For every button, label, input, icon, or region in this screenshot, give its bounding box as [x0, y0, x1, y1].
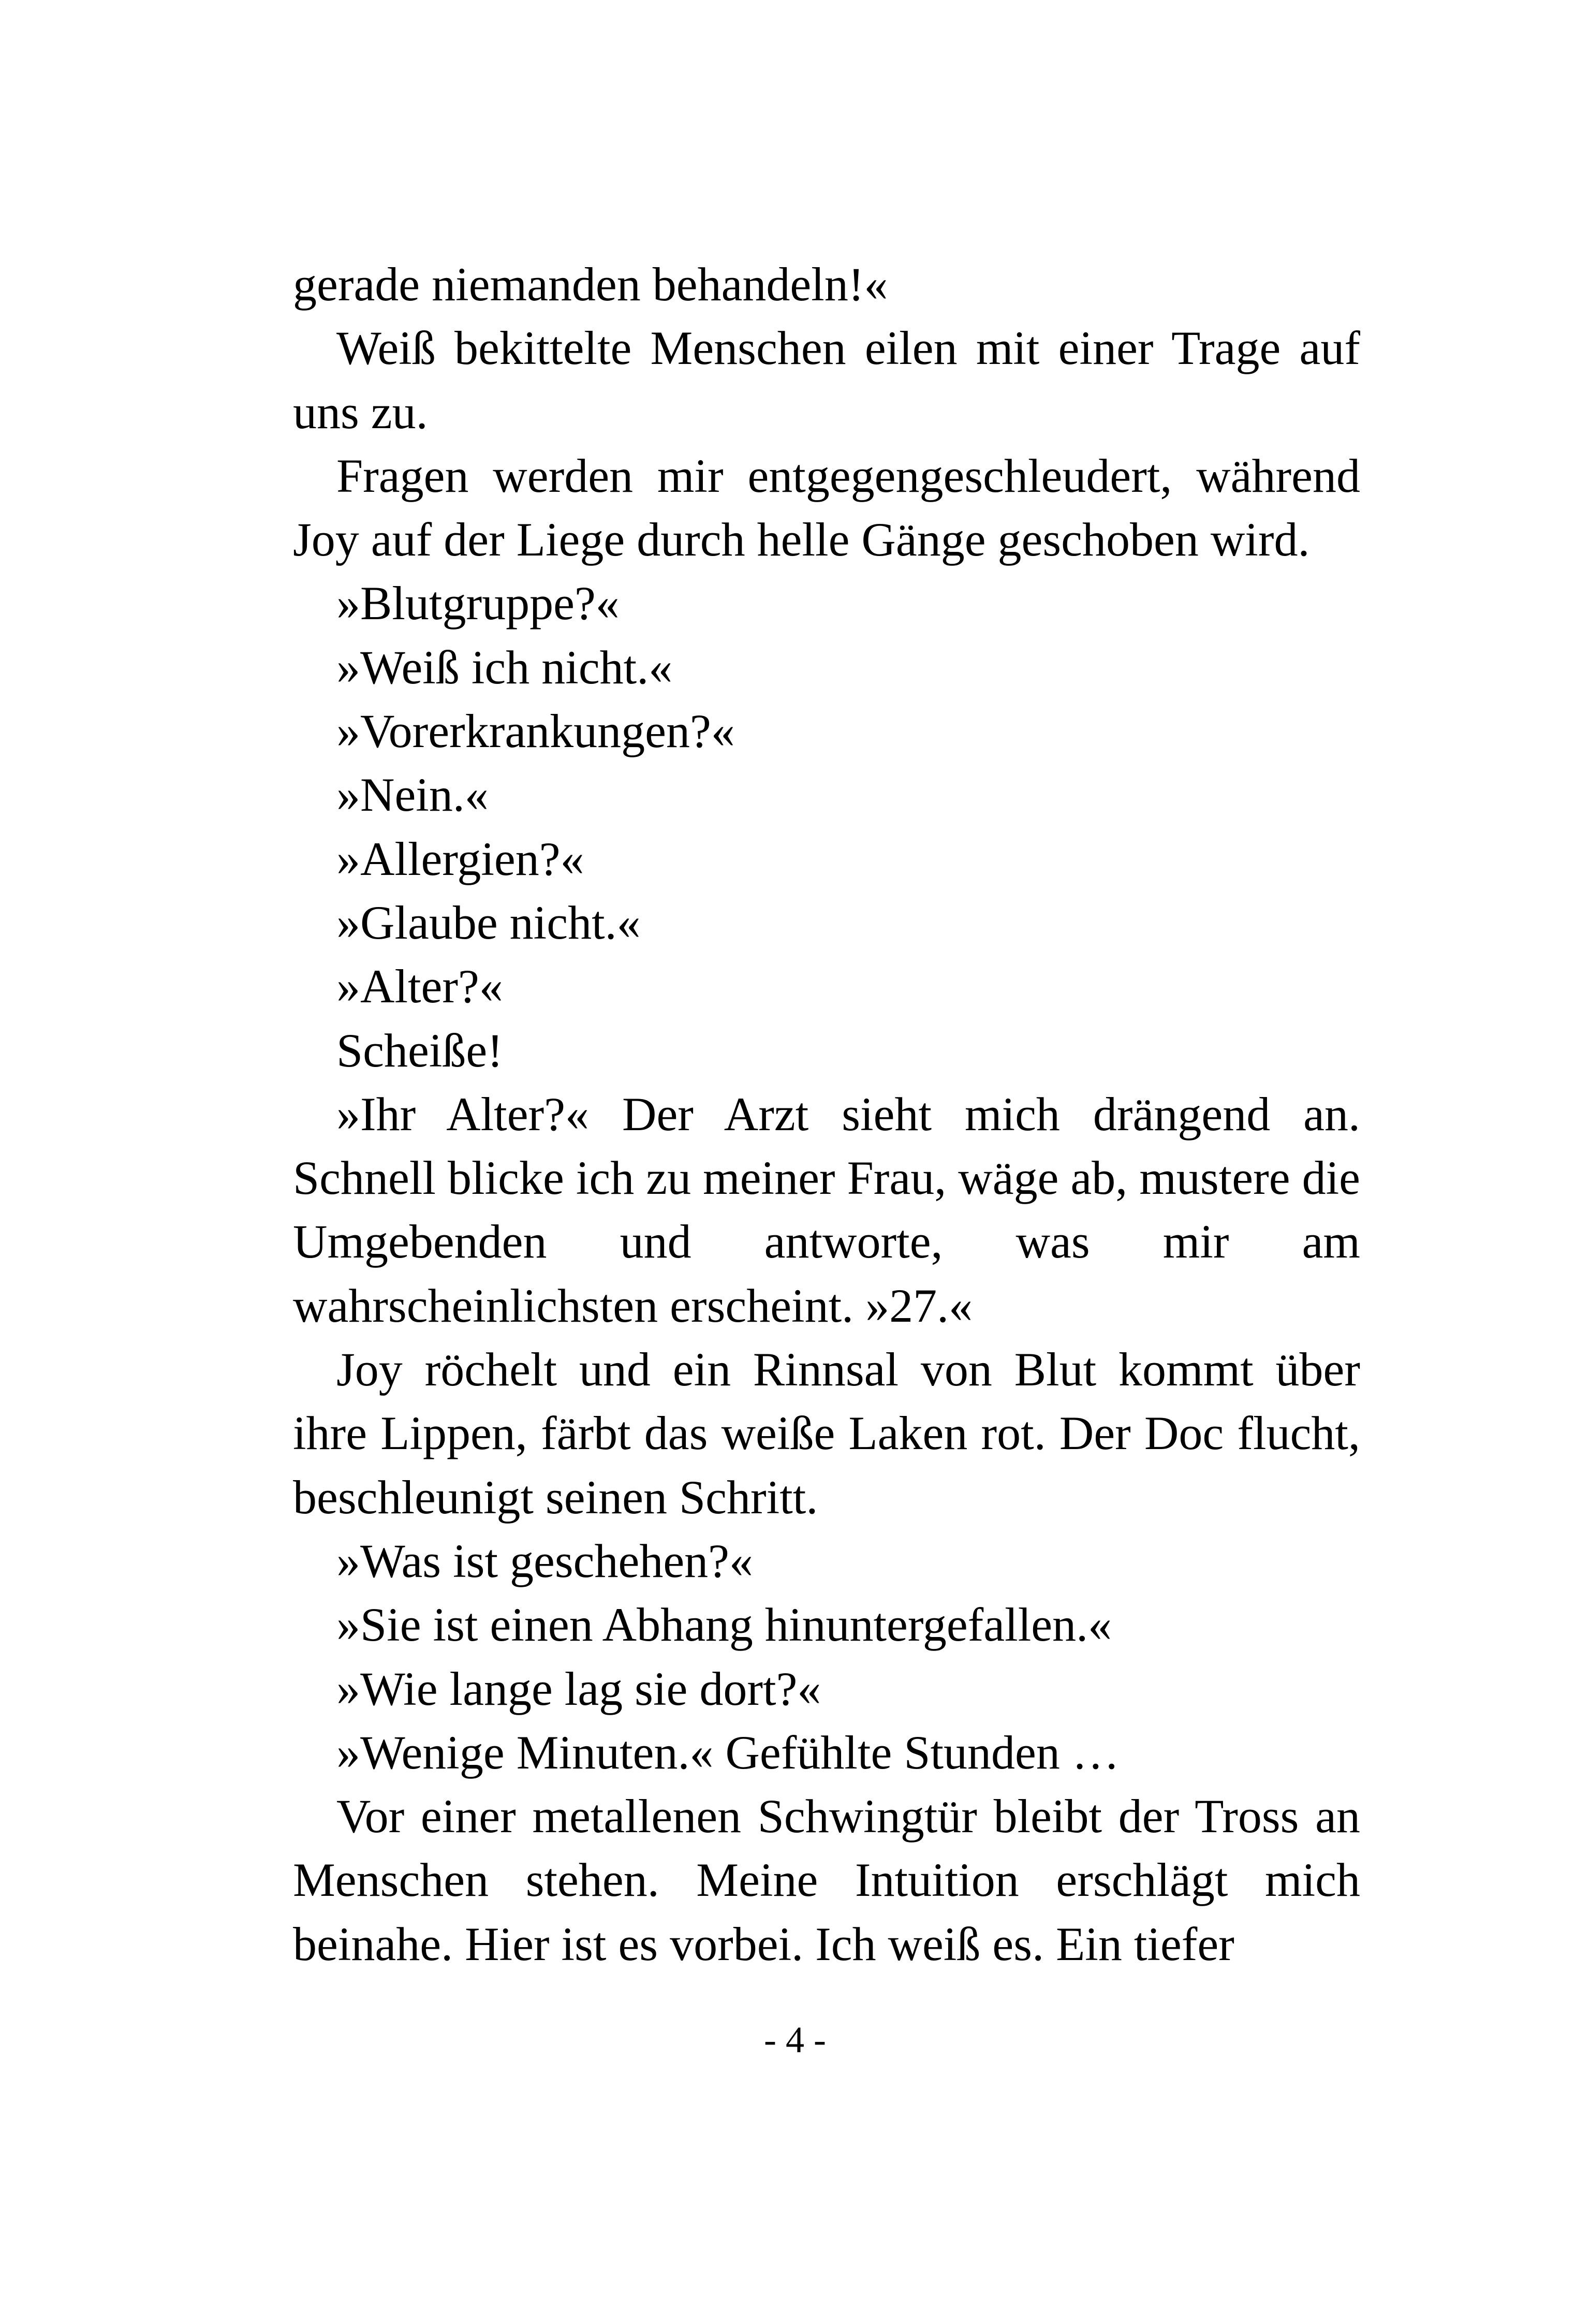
paragraph: Scheiße!: [336, 1024, 503, 1077]
dialogue-line: »Alter?«: [336, 960, 503, 1013]
dialogue-line: »Wenige Minuten.« Gefühlte Stunden …: [336, 1726, 1120, 1779]
paragraph: Joy röchelt und ein Rinnsal von Blut kommt über ihre Lippen, färbt das weiße Laken rot. Der Doc flucht, beschleunigt seinen Schritt.: [293, 1343, 1360, 1524]
paragraph: »Ihr Alter?« Der Arzt sieht mich drängend an. Schnell blicke ich zu meiner Frau, wäge ab, mustere die Umgebenden und antworte, was mir am wahrscheinlichsten erscheint. »27.«: [293, 1087, 1360, 1332]
paragraph: gerade niemanden behandeln!«: [293, 258, 888, 311]
page-number: - 4 -: [764, 2019, 826, 2060]
dialogue-line: »Wie lange lag sie dort?«: [336, 1662, 821, 1715]
paragraph: Vor einer metallenen Schwingtür bleibt der Tross an Menschen stehen. Meine Intuition erschlägt mich beinahe. Hier ist es vorbei. Ich weiß es. Ein tiefer: [293, 1790, 1360, 1970]
dialogue-line: »Vorerkrankungen?«: [336, 705, 735, 758]
paragraph: Fragen werden mir entgegengeschleudert, während Joy auf der Liege durch helle Gänge geschoben wird.: [293, 449, 1360, 566]
dialogue-line: »Sie ist einen Abhang hinuntergefallen.«: [336, 1598, 1112, 1651]
dialogue-line: »Was ist geschehen?«: [336, 1534, 753, 1587]
dialogue-line: »Allergien?«: [336, 832, 584, 885]
dialogue-line: »Nein.«: [336, 768, 489, 822]
dialogue-line: »Weiß ich nicht.«: [336, 640, 673, 694]
dialogue-line: »Blutgruppe?«: [336, 577, 620, 630]
dialogue-line: »Glaube nicht.«: [336, 896, 641, 949]
paragraph: Weiß bekittelte Menschen eilen mit einer Trage auf uns zu.: [293, 321, 1360, 439]
body-text: [293, 253, 1360, 1976]
